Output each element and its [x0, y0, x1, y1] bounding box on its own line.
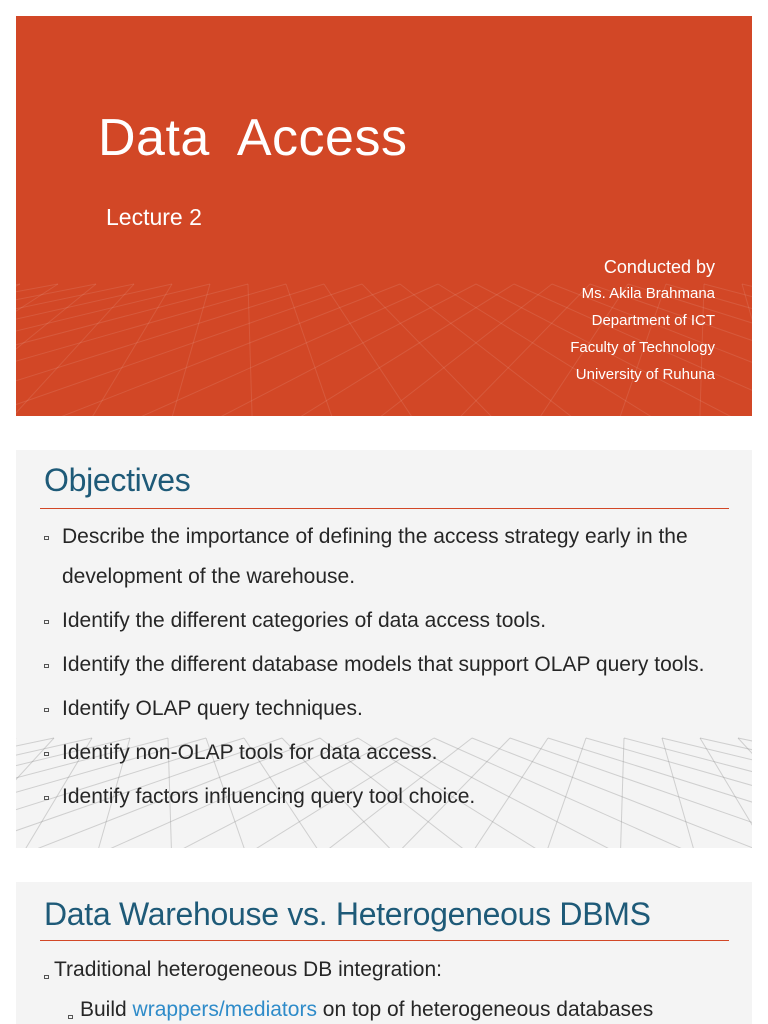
title-rule — [40, 508, 729, 509]
faculty: Faculty of Technology — [570, 339, 715, 356]
conducted-by-label: Conducted by — [603, 257, 715, 277]
wrappers-mediators-link[interactable]: wrappers/mediators — [132, 998, 317, 1021]
bullet-icon — [44, 620, 49, 624]
bullet-icon — [44, 796, 49, 800]
bullet-icon — [44, 708, 49, 712]
department: Department of ICT — [591, 312, 715, 329]
credits-block — [570, 254, 715, 388]
objectives-slide — [16, 450, 752, 848]
list-item: Identify OLAP query techniques. — [44, 689, 734, 729]
slide-title: Data Access — [98, 109, 408, 167]
comparison-slide — [16, 882, 752, 1024]
list-item: Identify the different database models that support OLAP query tools. — [44, 645, 734, 685]
list-item: Describe the importance of defining the access strategy early in the development of the warehouse. — [44, 517, 734, 597]
slide-subtitle: Lecture 2 — [106, 204, 202, 230]
comparison-title: Data Warehouse vs. Heterogeneous DBMS — [44, 896, 651, 932]
list-item: Identify non-OLAP tools for data access. — [44, 733, 734, 773]
list-item: Identify the different categories of data access tools. — [44, 601, 734, 641]
presenter-name: Ms. Akila Brahmana — [581, 285, 715, 302]
university: University of Ruhuna — [575, 366, 715, 383]
title-slide — [16, 16, 752, 416]
objectives-title: Objectives — [44, 462, 191, 498]
title-rule — [40, 940, 729, 941]
list-item: Identify factors influencing query tool choice. — [44, 777, 734, 817]
bullet-icon — [44, 752, 49, 756]
sub-list-item: Build wrappers/mediators on top of heterogeneous databases — [68, 998, 653, 1022]
bullet-icon — [44, 536, 49, 540]
objectives-list — [44, 517, 734, 817]
bullet-icon — [44, 664, 49, 668]
bullet-icon — [68, 1015, 73, 1019]
bullet-icon — [44, 975, 49, 979]
list-item: Traditional heterogeneous DB integration: — [44, 958, 442, 982]
